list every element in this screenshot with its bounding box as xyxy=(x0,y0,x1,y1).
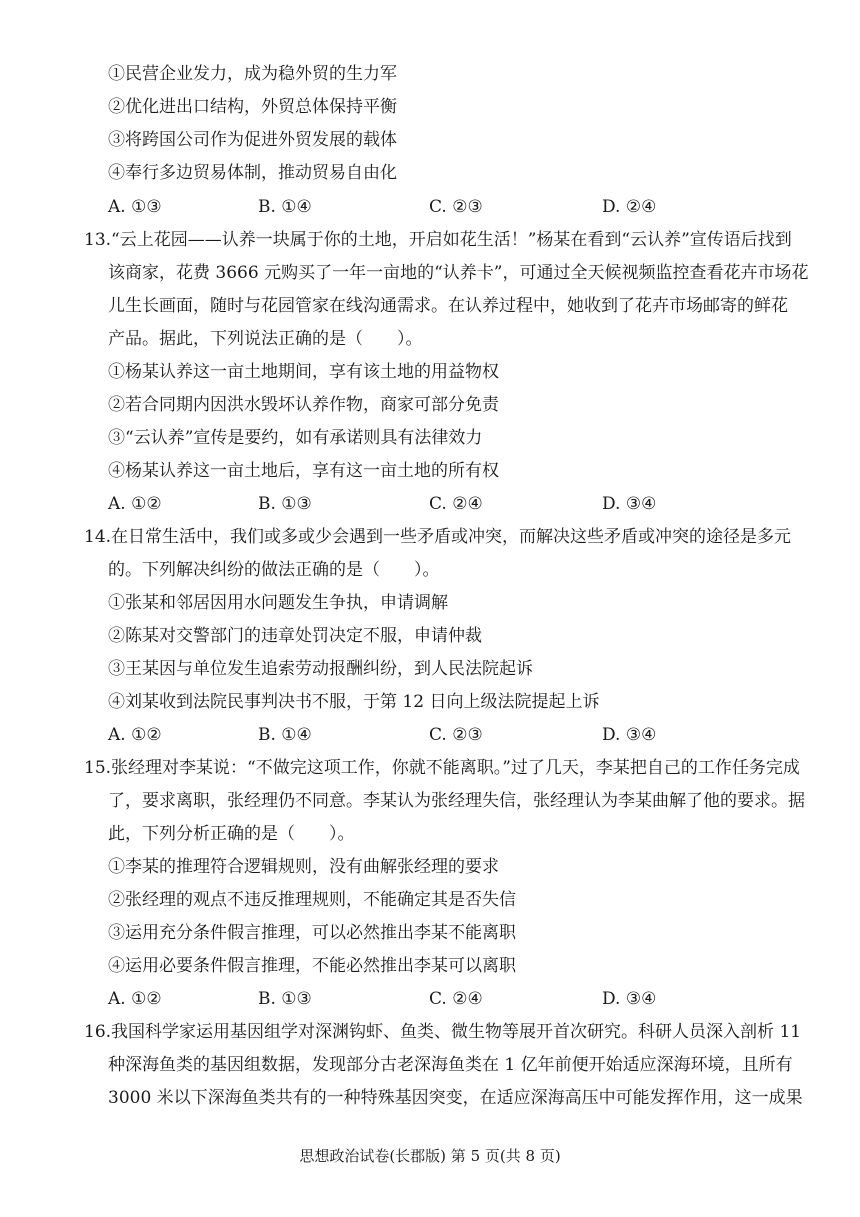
q15-stem-line-3: 此，下列分析正确的是（ ）。 xyxy=(108,824,355,844)
q13-option-3: ③“云认养”宣传是要约，如有承诺则具有法律效力 xyxy=(108,428,483,448)
q12-choice-a: A. ①③ xyxy=(108,197,162,217)
q16-stem-line-1: 16.我国科学家运用基因组学对深渊钩虾、鱼类、微生物等展开首次研究。科研人员深入剖析 11 xyxy=(84,1022,802,1042)
q13-choice-b: B. ①③ xyxy=(258,494,312,514)
q12-choice-d: D. ②④ xyxy=(602,197,657,217)
q15-option-2: ②张经理的观点不违反推理规则，不能确定其是否失信 xyxy=(108,890,516,910)
q12-option-4: ④奉行多边贸易体制，推动贸易自由化 xyxy=(108,163,397,183)
q12-option-3: ③将跨国公司作为促进外贸发展的载体 xyxy=(108,130,397,150)
q12-choices xyxy=(108,196,748,218)
q13-choice-a: A. ①② xyxy=(108,494,162,514)
q15-choice-c: C. ②④ xyxy=(429,989,483,1009)
q15-stem-line-2: 了，要求离职，张经理仍不同意。李某认为张经理失信，张经理认为李某曲解了他的要求。据 xyxy=(108,791,805,811)
q16-stem-line-2: 种深海鱼类的基因组数据，发现部分古老深海鱼类在 1 亿年前便开始适应深海环境，且所有 xyxy=(108,1055,793,1075)
q15-option-3: ③运用充分条件假言推理，可以必然推出李某不能离职 xyxy=(108,923,516,943)
q13-stem-line-3: 儿生长画面，随时与花园管家在线沟通需求。在认养过程中，她收到了花卉市场邮寄的鲜花 xyxy=(108,296,788,316)
q15-choice-a: A. ①② xyxy=(108,989,162,1009)
q14-option-1: ①张某和邻居因用水问题发生争执，申请调解 xyxy=(108,593,448,613)
q13-choice-c: C. ②④ xyxy=(429,494,483,514)
q15-option-1: ①李某的推理符合逻辑规则，没有曲解张经理的要求 xyxy=(108,857,499,877)
q15-choice-b: B. ①③ xyxy=(258,989,312,1009)
q15-stem-line-1: 15.张经理对李某说：“不做完这项工作，你就不能离职。”过了几天，李某把自己的工作任务完成 xyxy=(84,758,800,778)
q13-option-2: ②若合同期内因洪水毁坏认养作物，商家可部分免责 xyxy=(108,395,499,415)
q13-stem-line-1: 13.“云上花园——认养一块属于你的土地，开启如花生活！”杨某在看到“云认养”宣传语后找到 xyxy=(84,230,792,250)
q13-option-4: ④杨某认养这一亩土地后，享有这一亩土地的所有权 xyxy=(108,461,499,481)
q14-choice-d: D. ③④ xyxy=(602,725,657,745)
q13-stem-line-4: 产品。据此，下列说法正确的是（ ）。 xyxy=(108,329,423,349)
q14-option-2: ②陈某对交警部门的违章处罚决定不服，申请仲裁 xyxy=(108,626,482,646)
q14-choice-b: B. ①④ xyxy=(258,725,312,745)
q13-option-1: ①杨某认养这一亩土地期间，享有该土地的用益物权 xyxy=(108,362,499,382)
q16-stem-line-3: 3000 米以下深海鱼类共有的一种特殊基因突变，在适应深海高压中可能发挥作用，这一成果 xyxy=(108,1088,803,1108)
page-footer: 思想政治试卷(长郡版) 第 5 页(共 8 页) xyxy=(299,1147,561,1165)
q14-choice-a: A. ①② xyxy=(108,725,162,745)
q13-choice-d: D. ③④ xyxy=(602,494,657,514)
q12-choice-b: B. ①④ xyxy=(258,197,312,217)
q15-choices xyxy=(108,988,748,1010)
q14-stem-line-2: 的。下列解决纠纷的做法正确的是（ ）。 xyxy=(108,560,440,580)
q15-choice-d: D. ③④ xyxy=(602,989,657,1009)
q14-option-3: ③王某因与单位发生追索劳动报酬纠纷，到人民法院起诉 xyxy=(108,659,533,679)
q14-choices xyxy=(108,724,748,746)
q12-option-1: ①民营企业发力，成为稳外贸的生力军 xyxy=(108,64,397,84)
q15-option-4: ④运用必要条件假言推理，不能必然推出李某可以离职 xyxy=(108,956,516,976)
q12-choice-c: C. ②③ xyxy=(429,197,483,217)
q14-stem-line-1: 14.在日常生活中，我们或多或少会遇到一些矛盾或冲突，而解决这些矛盾或冲突的途径是多元 xyxy=(84,527,792,547)
q13-stem-line-2: 该商家，花费 3666 元购买了一年一亩地的“认养卡”，可通过全天候视频监控查看花卉市场花 xyxy=(108,263,809,283)
q12-option-2: ②优化进出口结构，外贸总体保持平衡 xyxy=(108,97,397,117)
q13-choices xyxy=(108,493,748,515)
q14-choice-c: C. ②③ xyxy=(429,725,483,745)
q14-option-4: ④刘某收到法院民事判决书不服，于第 12 日向上级法院提起上诉 xyxy=(108,692,600,712)
